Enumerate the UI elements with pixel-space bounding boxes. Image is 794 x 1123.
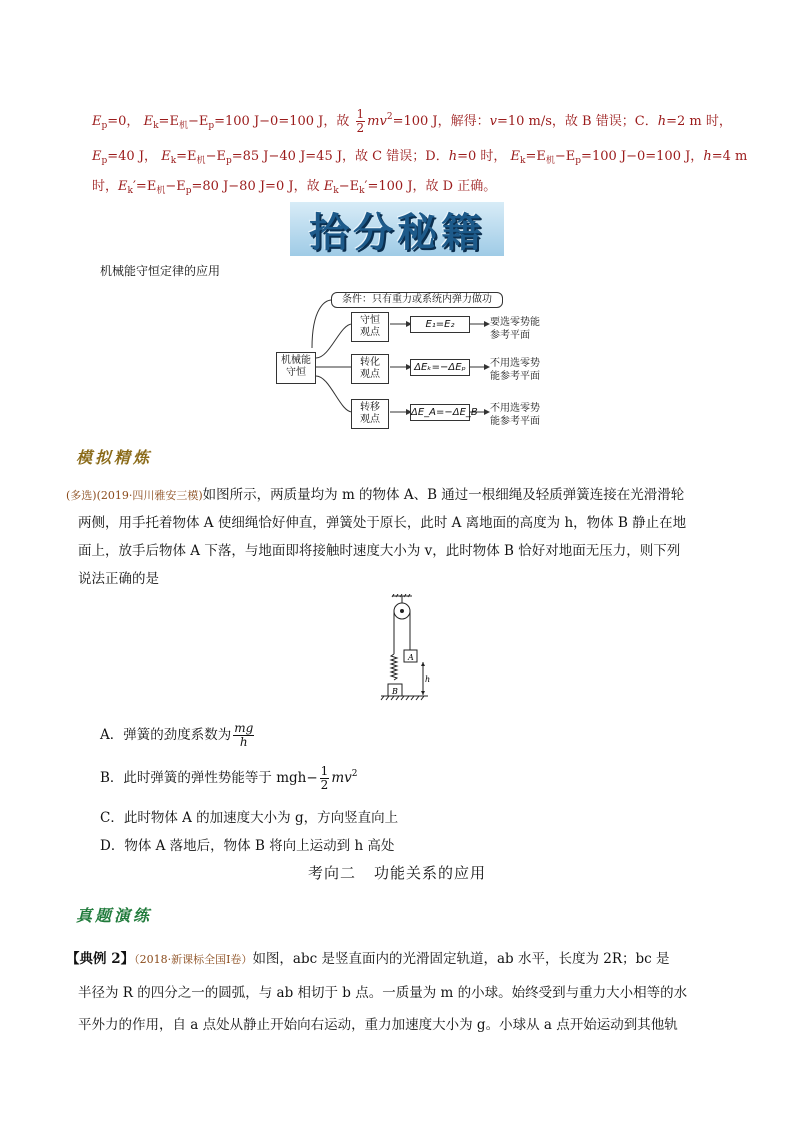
- option-c: C．此时物体 A 的加速度大小为 g，方向竖直向上: [100, 810, 399, 826]
- diagram-formula-3: ΔE_A=−ΔE_B: [410, 404, 470, 421]
- example-source: （2018·新课标全国Ⅰ卷）: [134, 953, 253, 966]
- example-label: 【典例 2】: [66, 951, 135, 967]
- diagram-note-2: 不用选零势 能参考平面: [490, 358, 540, 382]
- problem-line-1: (多选)(2019·四川雅安三模)如图所示，两质量均为 m 的物体 A、B 通过一根细绳及轻质弹簧连接在光滑滑轮: [66, 487, 685, 503]
- option-b: B．此时弹簧的弹性势能等于 mgh− $\frac{1}{2}$ $mv^2$: [100, 764, 358, 792]
- problem-line-2: 两侧，用手托着物体 A 使细绳恰好伸直，弹簧处于原长，此时 A 离地面的高度为 h，物体 B 静止在地: [78, 515, 687, 531]
- real-exam-title: 真题演练: [76, 906, 153, 925]
- label-a: A: [408, 653, 414, 662]
- tips-banner: [290, 202, 504, 256]
- diagram-view-3: 转移 观点: [351, 399, 389, 429]
- solution-line-3: 时，$E_k'=E_机-E_p=80$ J−80 J=0 J，故 $E_k-E_k'=100$ J，故 D 正确。: [92, 179, 497, 196]
- connector-row1: [316, 324, 352, 358]
- connector-condition: [312, 300, 332, 348]
- diagram-view-1: 守恒 观点: [351, 312, 389, 342]
- solution-line-2: $E_p=40$ J， $E_k=E_机-E_p=85$ J−40 J=45 J，故 C 错误；D．h=0 时， $E_k=E_机-E_p=100$ J−0=100 J，h=4 m: [92, 149, 748, 166]
- diagram-formula-1: E₁=E₂: [410, 316, 470, 333]
- banner-text: 拾分秘籍: [309, 209, 485, 256]
- example-line-1: 【典例 2】（2018·新课标全国Ⅰ卷）如图，abc 是竖直面内的光滑固定轨道，ab 水平，长度为 2R；bc 是: [66, 951, 670, 967]
- option-a: A．弹簧的劲度系数为 $\frac{mg}{h}$: [100, 721, 254, 749]
- example-line-2: 半径为 R 的四分之一的圆弧，与 ab 相切于 b 点。一质量为 m 的小球。始终受到与重力大小相等的水: [78, 985, 688, 1001]
- label-b: B: [392, 687, 398, 696]
- option-d: D．物体 A 落地后，物体 B 将向上运动到 h 高处: [100, 838, 395, 854]
- diagram-view-2: 转化 观点: [351, 354, 389, 384]
- problem-tag: (多选)(2019·四川雅安三模): [66, 489, 203, 502]
- label-h: h: [425, 675, 431, 684]
- solution-line-1: $E_p=0$， $E_k=E_机-E_p=100$ J−0=100 J，故 $\frac{1}{2}$ $mv^2=100$ J，解得：v=10 m/s，故 B 错误；C．h=2 m 时，: [92, 107, 732, 135]
- example-line-3: 平外力的作用，自 a 点处从静止开始向右运动，重力加速度大小为 g。小球从 a 点开始运动到其他轨: [78, 1017, 678, 1033]
- connector-row3: [316, 376, 352, 412]
- problem-line-3: 面上，放手后物体 A 下落，与地面即将接触时速度大小为 v，此时物体 B 恰好对地面无压力，则下列: [78, 543, 681, 559]
- practice-title: 模拟精炼: [76, 448, 153, 467]
- section-2-title: 考向二 功能关系的应用: [307, 864, 487, 882]
- problem-line-4: 说法正确的是: [78, 571, 159, 587]
- section-note: 机械能守恒定律的应用: [100, 264, 221, 278]
- fraction-half: $\frac{1}{2}$: [356, 107, 365, 135]
- spring: [391, 654, 397, 680]
- diagram-condition: 条件：只有重力或系统内弹力做功: [331, 292, 503, 308]
- pulley-figure: [378, 594, 438, 706]
- diagram-note-1: 要选零势能 参考平面: [490, 317, 540, 341]
- diagram-note-3: 不用选零势 能参考平面: [490, 403, 540, 427]
- diagram-center-node: 机械能 守恒: [276, 352, 316, 384]
- diagram-formula-2: ΔEₖ=−ΔEₚ: [410, 359, 470, 376]
